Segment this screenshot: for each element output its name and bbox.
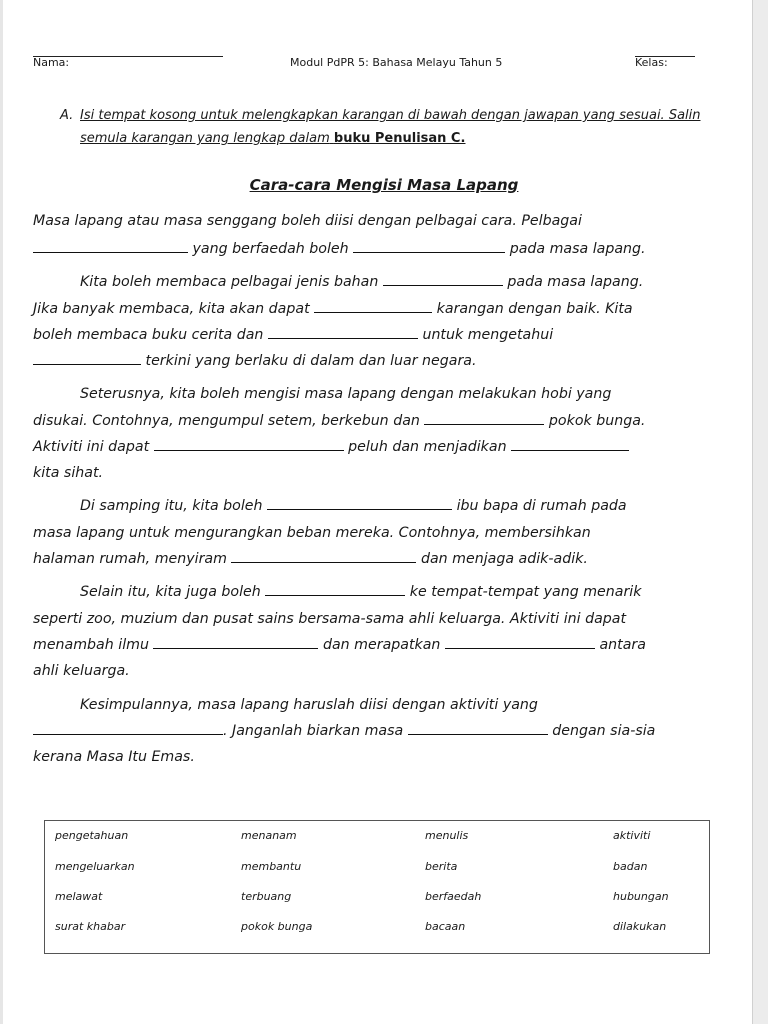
instruction bbox=[60, 104, 735, 150]
essay-text: disukai. Contohnya, mengumpul setem, berkebun dan bbox=[33, 413, 420, 429]
essay-text: Kita boleh membaca pelbagai jenis bahan bbox=[80, 274, 379, 290]
essay-line bbox=[33, 210, 582, 232]
word-bank-item: berfaedah bbox=[425, 890, 482, 903]
essay-text: ibu bapa di rumah pada bbox=[456, 498, 627, 514]
word-bank-item: bacaan bbox=[425, 920, 466, 933]
essay-text: Jika banyak membaca, kita akan dapat bbox=[33, 301, 310, 317]
essay-text: masa lapang untuk mengurangkan beban mereka. Contohnya, membersihkan bbox=[33, 525, 591, 541]
word-bank-item: pengetahuan bbox=[55, 829, 129, 842]
essay-line bbox=[33, 350, 477, 372]
answer-blank[interactable] bbox=[424, 410, 544, 425]
word-bank-item: terbuang bbox=[241, 890, 292, 903]
essay-line bbox=[80, 383, 611, 405]
essay-text: halaman rumah, menyiram bbox=[33, 551, 227, 567]
word-bank-item: aktiviti bbox=[613, 829, 651, 842]
essay-text: Selain itu, kita juga boleh bbox=[80, 584, 261, 600]
essay-line bbox=[33, 298, 633, 320]
answer-blank[interactable] bbox=[153, 634, 318, 649]
essay-text: . Janganlah biarkan masa bbox=[223, 723, 404, 739]
essay-line bbox=[33, 462, 103, 484]
word-bank-item: badan bbox=[613, 860, 648, 873]
essay-line bbox=[33, 548, 588, 570]
word-bank-item: melawat bbox=[55, 890, 103, 903]
word-bank-item: berita bbox=[425, 860, 458, 873]
word-bank bbox=[44, 820, 710, 954]
word-bank-item: menulis bbox=[425, 829, 469, 842]
essay-text: Seterusnya, kita boleh mengisi masa lapang dengan melakukan hobi yang bbox=[80, 386, 612, 402]
essay-line bbox=[33, 238, 646, 260]
essay-line bbox=[80, 694, 538, 716]
essay-line bbox=[33, 608, 626, 630]
essay-text: pada masa lapang. bbox=[507, 274, 644, 290]
word-bank-item: surat khabar bbox=[55, 920, 126, 933]
essay-line bbox=[33, 324, 553, 346]
class-label: Kelas: bbox=[635, 56, 668, 69]
class-blank bbox=[635, 56, 695, 57]
answer-blank[interactable] bbox=[383, 271, 503, 286]
answer-blank[interactable] bbox=[154, 436, 344, 451]
essay-text: Aktiviti ini dapat bbox=[33, 439, 150, 455]
answer-blank[interactable] bbox=[33, 720, 223, 735]
answer-blank[interactable] bbox=[267, 495, 452, 510]
essay-line bbox=[33, 720, 655, 742]
instruction-bold: buku Penulisan C. bbox=[333, 131, 466, 146]
essay-text: karangan dengan baik. Kita bbox=[436, 301, 633, 317]
essay-text: Masa lapang atau masa senggang boleh diisi dengan pelbagai cara. Pelbagai bbox=[33, 213, 582, 229]
essay-text: seperti zoo, muzium dan pusat sains bersama-sama ahli keluarga. Aktiviti ini dapat bbox=[33, 611, 627, 627]
scan-left-edge bbox=[0, 0, 3, 1024]
essay-text: antara bbox=[599, 637, 646, 653]
essay-text: Kesimpulannya, masa lapang haruslah diisi dengan aktiviti yang bbox=[80, 697, 538, 713]
essay-line bbox=[80, 581, 641, 603]
essay-text: menambah ilmu bbox=[33, 637, 149, 653]
name-blank bbox=[33, 56, 223, 57]
essay-line bbox=[33, 436, 629, 458]
essay-text: dan merapatkan bbox=[322, 637, 441, 653]
word-bank-item: pokok bunga bbox=[241, 920, 313, 933]
instruction-text bbox=[80, 104, 735, 150]
essay-text: dan menjaga adik-adik. bbox=[420, 551, 588, 567]
instruction-body: Isi tempat kosong untuk melengkapkan karangan di bawah dengan jawapan yang sesuai. Salin semula karangan yang lengkap dalam bbox=[80, 108, 701, 146]
essay-text: terkini yang berlaku di dalam dan luar negara. bbox=[145, 353, 477, 369]
essay-line bbox=[80, 495, 627, 517]
word-bank-item: dilakukan bbox=[613, 920, 667, 933]
essay-text: pokok bunga. bbox=[548, 413, 646, 429]
essay-text: peluh dan menjadikan bbox=[348, 439, 507, 455]
essay-text: ahli keluarga. bbox=[33, 663, 130, 679]
answer-blank[interactable] bbox=[408, 720, 548, 735]
essay-text: ke tempat-tempat yang menarik bbox=[409, 584, 642, 600]
essay-text: Di samping itu, kita boleh bbox=[80, 498, 263, 514]
word-bank-item: menanam bbox=[241, 829, 297, 842]
word-bank-item: hubungan bbox=[613, 890, 669, 903]
answer-blank[interactable] bbox=[445, 634, 595, 649]
essay-text: untuk mengetahui bbox=[422, 327, 554, 343]
essay-text: kita sihat. bbox=[33, 465, 104, 481]
essay-line bbox=[33, 634, 646, 656]
name-label: Nama: bbox=[33, 56, 70, 69]
answer-blank[interactable] bbox=[231, 548, 416, 563]
word-bank-item: membantu bbox=[241, 860, 302, 873]
answer-blank[interactable] bbox=[511, 436, 629, 451]
answer-blank[interactable] bbox=[265, 581, 405, 596]
worksheet-header bbox=[33, 56, 733, 76]
answer-blank[interactable] bbox=[33, 350, 141, 365]
answer-blank[interactable] bbox=[314, 298, 432, 313]
word-bank-item: mengeluarkan bbox=[55, 860, 135, 873]
essay-text: boleh membaca buku cerita dan bbox=[33, 327, 264, 343]
instruction-letter: A. bbox=[60, 108, 74, 123]
answer-blank[interactable] bbox=[353, 238, 505, 253]
essay-text: dengan sia-sia bbox=[552, 723, 656, 739]
essay-line bbox=[33, 410, 645, 432]
answer-blank[interactable] bbox=[268, 324, 418, 339]
answer-blank[interactable] bbox=[33, 238, 188, 253]
scan-right-edge bbox=[752, 0, 768, 1024]
essay-line bbox=[80, 271, 643, 293]
essay-line bbox=[33, 660, 130, 682]
essay-text: kerana Masa Itu Emas. bbox=[33, 749, 195, 765]
essay-text: yang berfaedah boleh bbox=[192, 241, 349, 257]
essay-line bbox=[33, 522, 591, 544]
module-title: Modul PdPR 5: Bahasa Melayu Tahun 5 bbox=[290, 56, 503, 69]
essay-text: pada masa lapang. bbox=[509, 241, 646, 257]
essay-line bbox=[33, 746, 195, 768]
essay-title: Cara-cara Mengisi Masa Lapang bbox=[249, 176, 519, 194]
